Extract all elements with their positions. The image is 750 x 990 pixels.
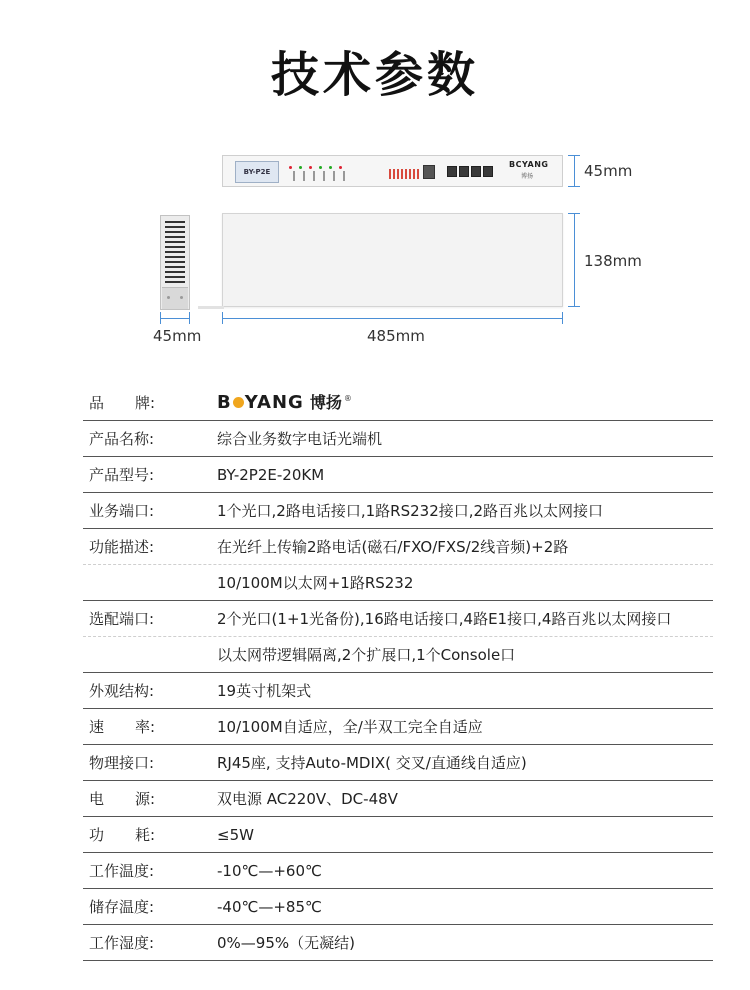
dimension-cap <box>568 306 580 307</box>
console-port <box>423 165 435 179</box>
spec-row <box>83 565 713 601</box>
spec-label: 产品型号: <box>89 466 155 484</box>
spec-value: 19英寸机架式 <box>217 682 312 700</box>
spec-label: 速 率: <box>89 718 156 736</box>
spec-value: 2个光口(1+1光备份),16路电话接口,4路E1接口,4路百兆以太网接口 <box>217 610 672 628</box>
spec-label: 选配端口: <box>89 610 155 628</box>
spec-row <box>83 601 713 637</box>
spec-row <box>83 493 713 529</box>
spec-value: -40℃—+85℃ <box>217 898 322 916</box>
spec-label: 功 耗: <box>89 826 156 844</box>
spec-label <box>89 565 184 601</box>
device-front-panel <box>222 155 563 187</box>
spec-value: ≤5W <box>217 826 254 844</box>
spec-row <box>83 853 713 889</box>
device-top-view <box>222 213 563 307</box>
spec-row <box>83 457 713 493</box>
spec-row <box>83 781 713 817</box>
spec-table <box>83 385 713 961</box>
dimension-cap <box>562 312 563 324</box>
dimension-cap <box>222 312 223 324</box>
dimension-cap <box>568 155 580 156</box>
device-model-label: BY-P2E <box>235 161 279 183</box>
rj45-port <box>459 166 469 177</box>
vent-grill <box>165 221 185 283</box>
spec-value: -10℃—+60℃ <box>217 862 322 880</box>
page-title: 技术参数 <box>270 47 479 103</box>
spec-row <box>83 673 713 709</box>
spec-value: 在光纤上传输2路电话(磁石/FXO/FXS/2线音频)+2路 <box>217 538 569 556</box>
spec-label: 外观结构: <box>89 682 155 700</box>
dimension-cap <box>160 312 161 324</box>
spec-label: 功能描述: <box>89 538 155 556</box>
dimension-line <box>222 318 563 319</box>
side-width-dimension: 45mm <box>153 327 202 345</box>
rack-ear <box>162 287 188 309</box>
screw-icon <box>167 296 170 299</box>
spec-row <box>83 421 713 457</box>
depth-dimension: 138mm <box>584 252 642 270</box>
spec-row <box>83 745 713 781</box>
rj45-port <box>447 166 457 177</box>
spec-value: 以太网带逻辑隔离,2个扩展口,1个Console口 <box>217 646 516 664</box>
spec-row <box>83 925 713 961</box>
spec-row-brand <box>83 385 713 421</box>
spec-value: 0%—95%（无凝结) <box>217 934 355 952</box>
device-logo-sub: 博扬 <box>521 173 534 180</box>
status-leds <box>289 163 345 181</box>
device-foot <box>198 306 224 309</box>
dimension-line <box>574 155 575 187</box>
spec-value: 双电源 AC220V、DC-48V <box>217 790 398 808</box>
spec-row <box>83 529 713 565</box>
spec-value: 10/100M以太网+1路RS232 <box>217 574 414 592</box>
brand-logo: B YANG 博扬 ® <box>217 392 352 413</box>
dimension-line <box>574 213 575 307</box>
front-height-dimension: 45mm <box>584 162 633 180</box>
device-side-view <box>160 215 190 310</box>
dip-switch <box>389 169 419 179</box>
spec-label: 物理接口: <box>89 754 155 772</box>
spec-value: 10/100M自适应，全/半双工完全自适应 <box>217 718 483 736</box>
dimension-cap <box>568 213 580 214</box>
spec-label: 品 牌: <box>89 394 156 412</box>
logo-dot-icon <box>233 397 244 408</box>
spec-label: 工作温度: <box>89 862 155 880</box>
rj45-port <box>483 166 493 177</box>
rj45-port <box>471 166 481 177</box>
spec-row <box>83 889 713 925</box>
spec-label: 产品名称: <box>89 430 155 448</box>
spec-label: 电 源: <box>89 790 156 808</box>
spec-row <box>83 637 713 673</box>
dimension-line <box>160 318 190 319</box>
device-logo: BCYANG <box>509 160 549 169</box>
spec-row <box>83 817 713 853</box>
dimension-cap <box>189 312 190 324</box>
spec-value: BY-2P2E-20KM <box>217 466 325 484</box>
spec-label: 工作湿度: <box>89 934 155 952</box>
spec-label <box>89 637 184 673</box>
spec-value: 综合业务数字电话光端机 <box>217 430 383 448</box>
length-dimension: 485mm <box>367 327 425 345</box>
spec-value: RJ45座, 支持Auto-MDIX( 交叉/直通线自适应) <box>217 754 527 772</box>
dimension-cap <box>568 186 580 187</box>
spec-label: 业务端口: <box>89 502 155 520</box>
spec-label: 储存温度: <box>89 898 155 916</box>
spec-value: 1个光口,2路电话接口,1路RS232接口,2路百兆以太网接口 <box>217 502 604 520</box>
screw-icon <box>180 296 183 299</box>
spec-row <box>83 709 713 745</box>
